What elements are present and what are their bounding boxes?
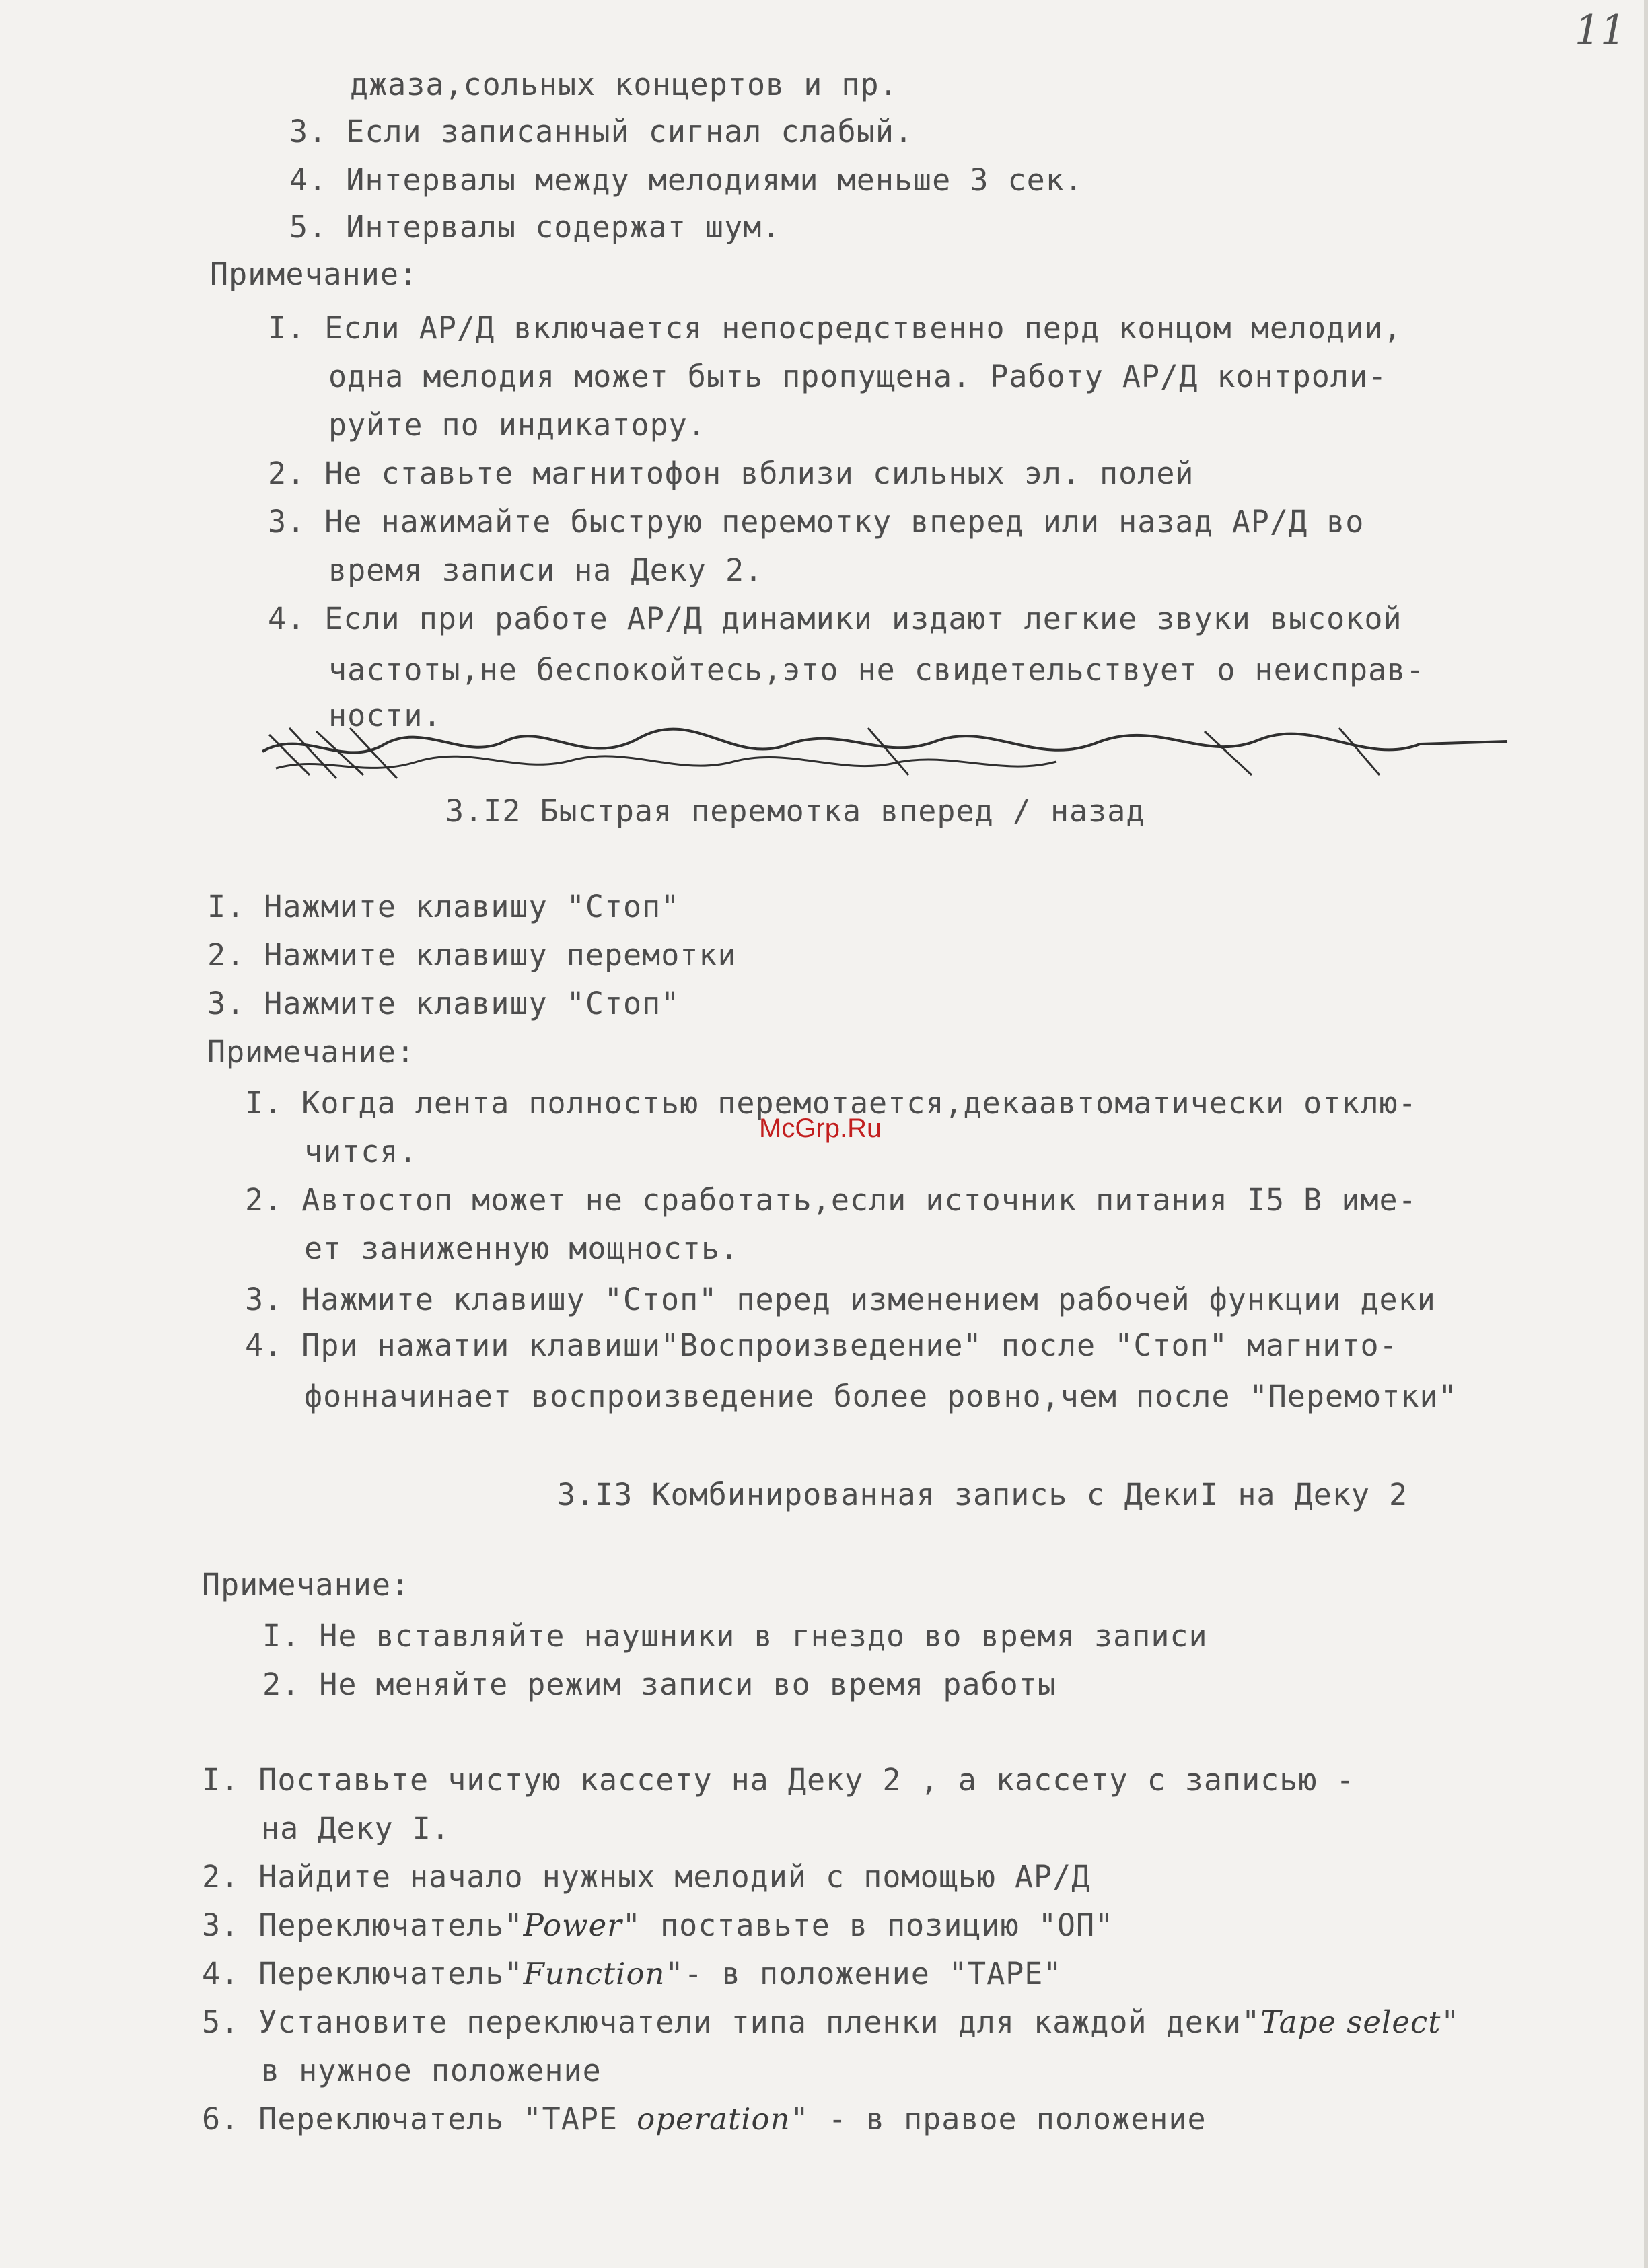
text-line: фонначинает воспроизведение более ровно,чем после "Перемотки" xyxy=(304,1379,1458,1414)
text-line: в нужное положение xyxy=(261,2053,602,2088)
text-line: чится. xyxy=(304,1134,418,1169)
list-item: 2. Автостоп может не сработать,если источник питания I5 В име- xyxy=(245,1182,1417,1218)
text-line: время записи на Деку 2. xyxy=(328,552,764,588)
list-item: 2. Нажмите клавишу перемотки xyxy=(207,937,737,973)
list-item: 2. Не меняйте режим записи во время работы xyxy=(262,1667,1056,1702)
list-item: 4. При нажатии клавиши"Воспроизведение" после "Стоп" магнито- xyxy=(245,1327,1398,1363)
list-item: 4. Интервалы между мелодиями меньше 3 сек. xyxy=(289,162,1083,198)
text-line: ности. xyxy=(328,698,442,733)
handwritten-text: Tape select xyxy=(1260,2004,1441,2040)
crossed-out-handwriting xyxy=(262,715,1514,789)
list-item: I. Когда лента полностью перемотается,декаавтоматически отклю- xyxy=(245,1085,1417,1121)
typed-text: " поставьте в позицию "ОП" xyxy=(622,1907,1114,1943)
section-heading: 3.I2 Быстрая перемотка вперед / назад xyxy=(445,793,1145,829)
note-heading: Примечание: xyxy=(207,1034,416,1070)
list-item: 3. Нажмите клавишу "Стоп" xyxy=(207,986,680,1021)
list-item xyxy=(202,1955,1062,1993)
list-item: I. Не вставляйте наушники в гнездо во время записи xyxy=(262,1618,1208,1654)
note-heading: Примечание: xyxy=(210,256,419,292)
watermark: McGrp.Ru xyxy=(759,1113,882,1143)
typed-text: 5. Установите переключатели типа пленки для каждой деки" xyxy=(202,2004,1261,2040)
text-line: ет заниженную мощность. xyxy=(304,1231,740,1266)
list-item xyxy=(202,2100,1207,2138)
text-line: руйте по индикатору. xyxy=(328,407,707,443)
list-item: 3. Нажмите клавишу "Стоп" перед изменением рабочей функции деки xyxy=(245,1282,1436,1317)
handwritten-text: operation xyxy=(637,2101,791,2137)
list-item: 3. Если записанный сигнал слабый. xyxy=(289,114,914,149)
list-item: 3. Не нажимайте быструю перемотку вперед или назад АР/Д во xyxy=(268,504,1365,540)
page-number: 11 xyxy=(1575,7,1626,54)
section-heading: 3.I3 Комбинированная запись с ДекиI на Деку 2 xyxy=(557,1477,1408,1512)
list-item: I. Поставьте чистую кассету на Деку 2 , а кассету с записью - xyxy=(202,1762,1355,1798)
typed-text: 6. Переключатель "TAPE xyxy=(202,2101,637,2137)
list-item xyxy=(202,1907,1114,1944)
list-item: I. Если АР/Д включается непосредственно перд концом мелодии, xyxy=(268,310,1402,346)
note-heading: Примечание: xyxy=(202,1567,410,1603)
typed-text: 4. Переключатель" xyxy=(202,1956,524,1991)
handwritten-text: Power xyxy=(523,1907,622,1943)
list-item xyxy=(202,2004,1460,2041)
text-line: джаза,сольных концертов и пр. xyxy=(350,67,898,102)
typed-text: "- в положение "TAPE" xyxy=(665,1956,1063,1991)
scan-edge xyxy=(1644,0,1648,2268)
text-line: частоты,не беспокойтесь,это не свидетельствует о неисправ- xyxy=(328,652,1425,688)
list-item: 4. Если при работе АР/Д динамики издают легкие звуки высокой xyxy=(268,601,1402,636)
list-item: 5. Интервалы содержат шум. xyxy=(289,209,781,245)
list-item: 2. Не ставьте магнитофон вблизи сильных эл. полей xyxy=(268,455,1194,491)
text-line: на Деку I. xyxy=(261,1810,450,1846)
list-item: I. Нажмите клавишу "Стоп" xyxy=(207,889,680,924)
typed-text: " xyxy=(1441,2004,1460,2040)
typed-text: 3. Переключатель" xyxy=(202,1907,524,1943)
typed-text: " - в правое положение xyxy=(790,2101,1207,2137)
text-line: одна мелодия может быть пропущена. Работу АР/Д контроли- xyxy=(328,359,1388,394)
handwritten-text: Function xyxy=(523,1956,666,1991)
list-item: 2. Найдите начало нужных мелодий с помощью АР/Д xyxy=(202,1859,1091,1895)
